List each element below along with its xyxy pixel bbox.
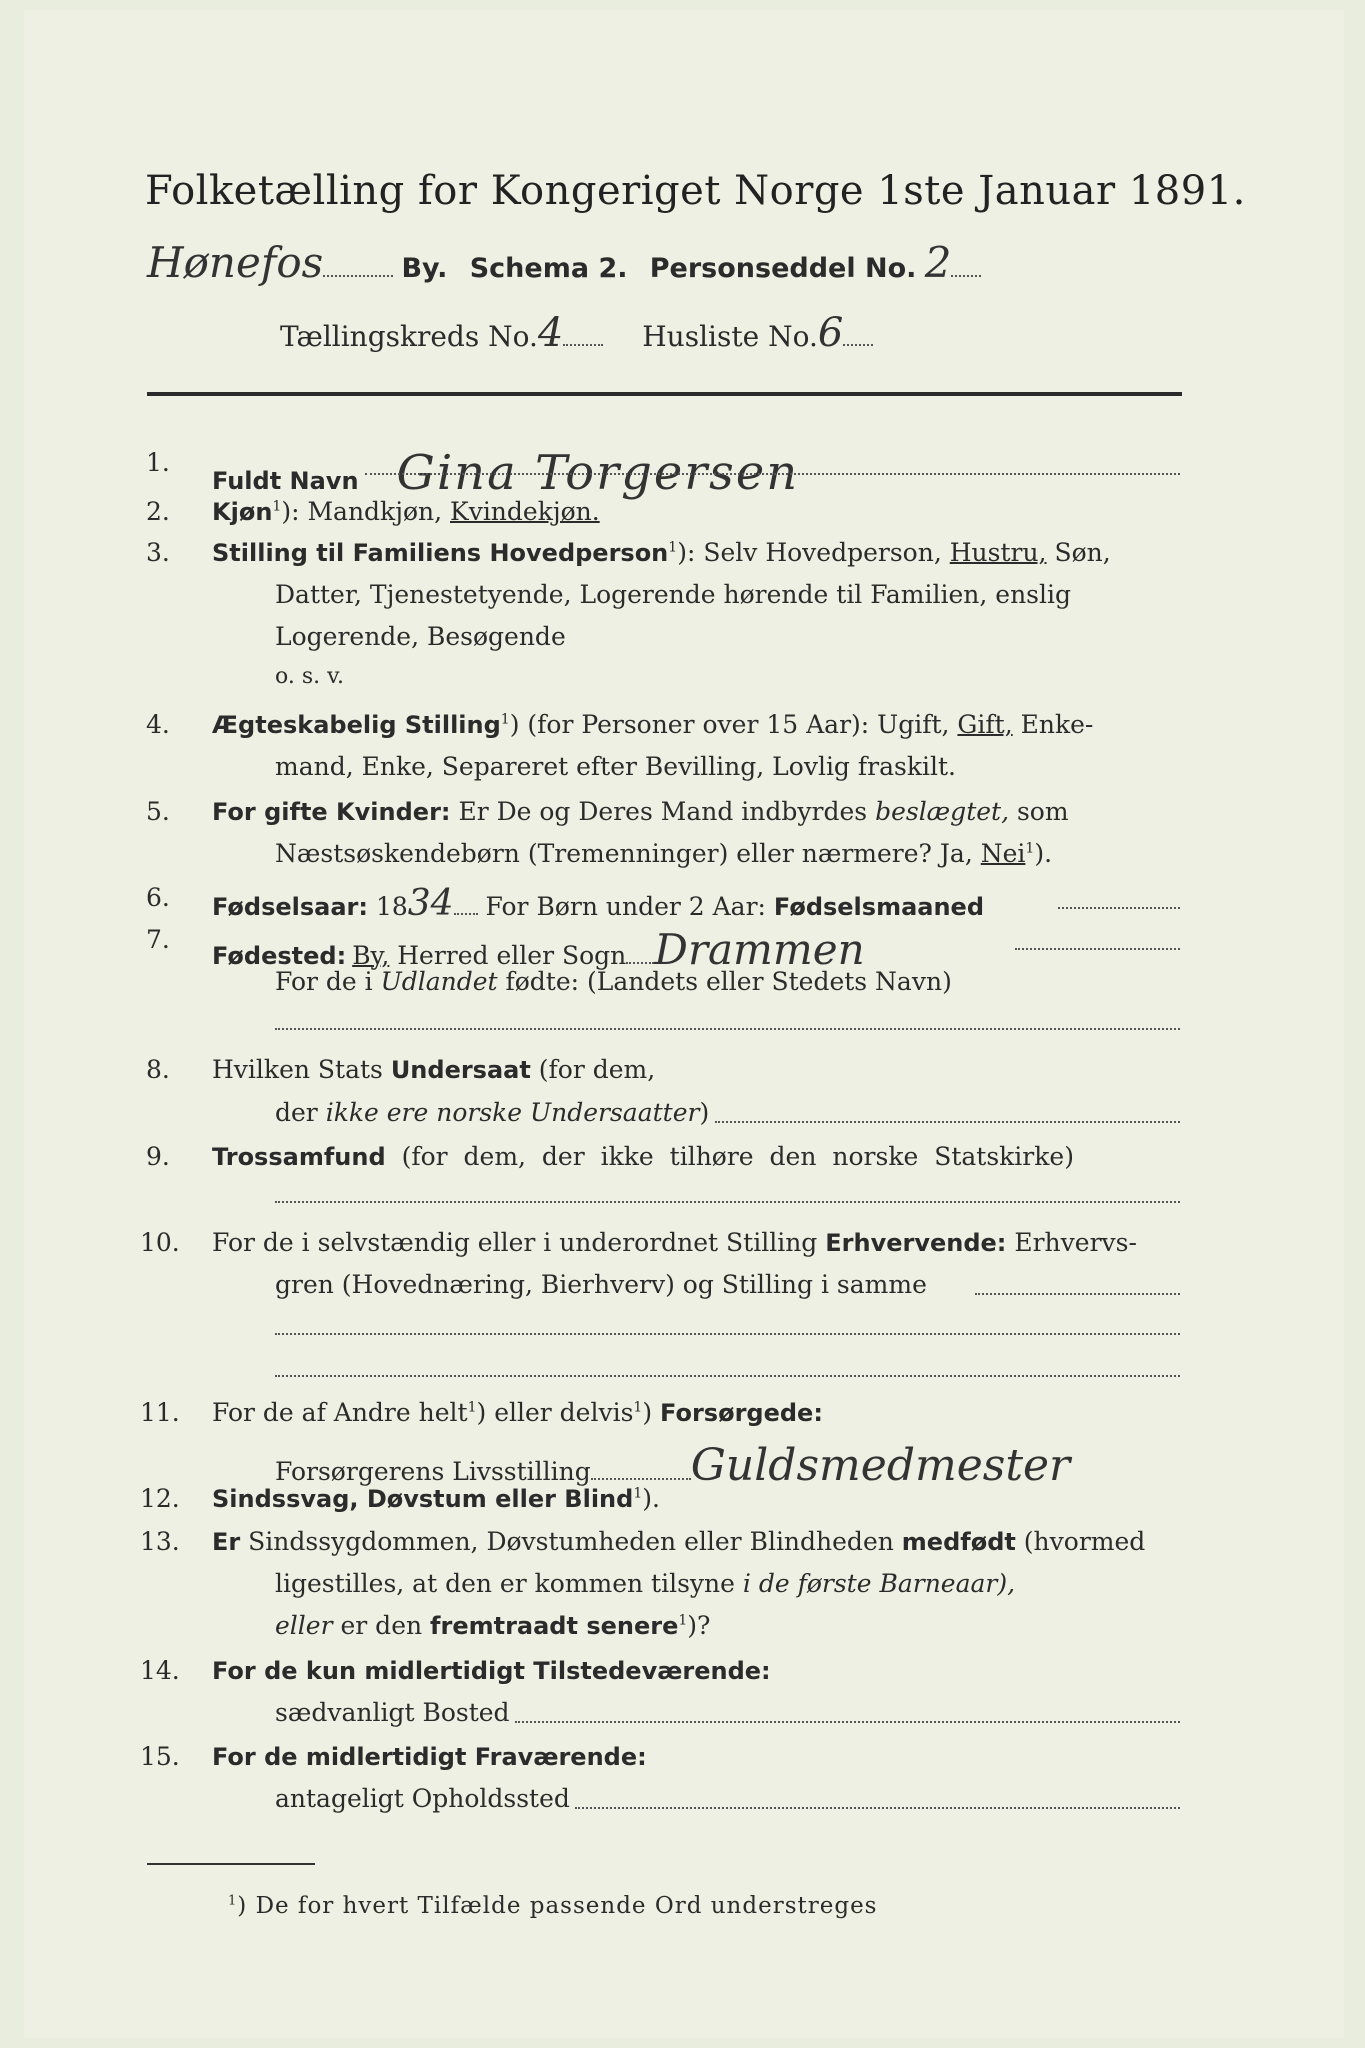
q13-label2: medfødt xyxy=(901,1528,1016,1556)
q6-prefix: 18 xyxy=(368,892,408,921)
q14-row xyxy=(212,1656,771,1685)
q9-text: (for dem, der ikke tilhøre den norske Statskirke) xyxy=(385,1142,1074,1171)
q2-number: 2. xyxy=(146,497,170,526)
q9-row xyxy=(212,1142,1074,1171)
q4-text: ) (for Personer over 15 Aar): Ugift, xyxy=(509,710,958,739)
q6-row xyxy=(212,883,984,924)
q3-line2: Datter, Tjenestetyende, Logerende hørende til Familien, enslig xyxy=(275,580,1072,609)
header-line-kreds xyxy=(280,310,873,356)
q6-text: For Børn under 2 Aar: xyxy=(477,892,774,921)
q15-row xyxy=(212,1742,647,1771)
q11-row: For de af Andre helt$^1$) eller delvis$^1$) Forsørgede: xyxy=(212,1398,823,1427)
q3-label: Stilling til Familiens Hovedperson xyxy=(212,539,669,567)
footnote xyxy=(228,1893,878,1919)
q10-text-b: Erhvervs- xyxy=(1006,1228,1137,1257)
header-line-town xyxy=(147,238,981,287)
q2-row xyxy=(212,497,600,526)
q12-number: 12. xyxy=(140,1484,180,1513)
q3-number: 3. xyxy=(146,538,170,567)
q7-selected-option: By, xyxy=(352,941,390,970)
q15-label: For de midlertidigt Fraværende: xyxy=(212,1743,647,1771)
q9-label: Trossamfund xyxy=(212,1143,386,1171)
q8-line2-italic: ikke ere norske Undersaatter xyxy=(325,1098,700,1127)
q5-line2-text: Næstsøskendebørn (Tremenninger) eller nærmere? Ja, xyxy=(275,839,981,868)
q3-row xyxy=(212,538,1111,567)
form-title: Folketælling for Kongeriget Norge 1ste Januar 1891. xyxy=(145,168,1246,214)
q8-row xyxy=(212,1055,655,1084)
q2-text: ): Mandkjøn, xyxy=(281,497,451,526)
q10-label: Erhvervende: xyxy=(825,1229,1007,1257)
personseddel-label: Personseddel No. xyxy=(649,253,917,284)
q11-line2-text: Forsørgerens Livsstilling xyxy=(275,1457,591,1486)
q14-line2: sædvanligt Bosted xyxy=(275,1698,510,1727)
q8-line2-end: ) xyxy=(699,1098,710,1127)
q8-line2-text: der xyxy=(275,1098,326,1127)
q1-number: 1. xyxy=(146,448,170,477)
q5-italic: beslægtet, xyxy=(875,797,1010,826)
q6-year-handwritten: 34 xyxy=(407,883,454,924)
q11-text-b: ) eller delvis xyxy=(476,1398,634,1427)
q10-line2: gren (Hovednæring, Bierhverv) og Stilling i samme xyxy=(275,1270,927,1299)
q10-text: For de i selvstændig eller i underordnet Stilling xyxy=(212,1228,826,1257)
q10-row xyxy=(212,1228,1137,1257)
q3-text: ): Selv Hovedperson, xyxy=(677,538,950,567)
q5-row xyxy=(212,797,1069,826)
q7-line2-italic: Udlandet xyxy=(380,967,498,996)
q7-label: Fødested: xyxy=(212,942,347,970)
town-handwritten: Hønefos xyxy=(147,238,324,287)
q4-line2: mand, Enke, Separeret efter Bevilling, Lovlig fraskilt. xyxy=(275,752,956,781)
q7-answer-handwritten: Drammen xyxy=(654,925,865,974)
q14-label: For de kun midlertidigt Tilstedeværende: xyxy=(212,1657,771,1685)
q5-selected-option: Nei xyxy=(980,839,1026,868)
q4-selected-option: Gift, xyxy=(957,710,1013,739)
footnote-sup: 1 xyxy=(228,1893,238,1909)
q13-line2-text: ligestilles, at den er kommen tilsyne xyxy=(275,1569,743,1598)
q11-answer-handwritten: Guldsmedmester xyxy=(690,1440,1071,1491)
q13-label: Er xyxy=(212,1528,241,1556)
q12-sup: 1 xyxy=(633,1485,643,1502)
q11-text: For de af Andre helt xyxy=(212,1398,468,1427)
q12-text: ). xyxy=(642,1484,660,1513)
q7-text: Herred eller Sogn xyxy=(389,941,627,970)
q13-line2-italic: i de første Barneaar), xyxy=(742,1569,1016,1598)
q7-line2-end: fødte: (Landets eller Stedets Navn) xyxy=(497,967,952,996)
q1-answer-handwritten: Gina Torgersen xyxy=(396,445,800,501)
q5-line2: Næstsøskendebørn (Tremenninger) eller nærmere? Ja, Nei$^1$). xyxy=(275,839,1053,868)
q2-selected-option: Kvindekjøn. xyxy=(450,497,600,526)
q9-number: 9. xyxy=(146,1142,170,1171)
husliste-label: Husliste No. xyxy=(642,320,818,353)
q11-number: 11. xyxy=(140,1398,180,1427)
q5-text: Er De og Deres Mand indbyrdes xyxy=(450,797,876,826)
q5-text-b: som xyxy=(1009,797,1069,826)
q8-line2 xyxy=(275,1098,709,1127)
q14-number: 14. xyxy=(140,1656,180,1685)
q7-line2-text: For de i xyxy=(275,967,381,996)
q11-label: Forsørgede: xyxy=(660,1399,823,1427)
q4-number: 4. xyxy=(146,710,170,739)
husliste-number: 6 xyxy=(817,310,844,356)
q10-number: 10. xyxy=(140,1228,180,1257)
q5-label: For gifte Kvinder: xyxy=(212,798,451,826)
q13-line2 xyxy=(275,1569,1015,1598)
footnote-text: ) De for hvert Tilfælde passende Ord understreges xyxy=(237,1893,878,1919)
q3-text-b: Søn, xyxy=(1046,538,1111,567)
q2-label: Kjøn xyxy=(212,498,273,526)
q6-number: 6. xyxy=(146,883,170,912)
q13-text: Sindssygdommen, Døvstumheden eller Blindheden xyxy=(240,1527,902,1556)
q15-line2: antageligt Opholdssted xyxy=(275,1784,570,1813)
q6-label: Fødselsaar: xyxy=(212,893,368,921)
q3-line4: o. s. v. xyxy=(275,664,344,689)
schema-label: Schema 2. xyxy=(469,253,628,284)
q3-selected-option: Hustru, xyxy=(949,538,1047,567)
q13-line3-text: er den xyxy=(332,1611,431,1640)
q13-line3-italic: eller xyxy=(275,1611,333,1640)
q8-text: Hvilken Stats xyxy=(212,1055,391,1084)
q6-label2: Fødselsmaaned xyxy=(773,893,985,921)
q3-line3: Logerende, Besøgende xyxy=(275,622,566,651)
q5-number: 5. xyxy=(146,797,170,826)
q4-text-b: Enke- xyxy=(1012,710,1094,739)
personseddel-number: 2 xyxy=(924,238,952,287)
q11-sup: 1 xyxy=(467,1399,477,1416)
q13-line3-bold: fremtraadt senere xyxy=(430,1612,679,1640)
q7-line2 xyxy=(275,967,952,996)
q2-sup: 1 xyxy=(272,498,282,515)
q4-row xyxy=(212,710,1093,739)
q13-number: 13. xyxy=(140,1527,180,1556)
q4-sup: 1 xyxy=(500,711,510,728)
q7-number: 7. xyxy=(146,925,170,954)
q13-row xyxy=(212,1527,1145,1556)
header-rule xyxy=(147,392,1182,396)
q15-number: 15. xyxy=(140,1742,180,1771)
q12-row xyxy=(212,1484,660,1513)
q4-label: Ægteskabelig Stilling xyxy=(212,711,501,739)
q8-label: Undersaat xyxy=(390,1056,531,1084)
q13-line3-end: )? xyxy=(687,1611,711,1640)
taellingskreds-number: 4 xyxy=(537,310,564,356)
q1-label: Fuldt Navn xyxy=(212,467,359,495)
q12-label: Sindssvag, Døvstum eller Blind xyxy=(212,1485,634,1513)
footnote-rule xyxy=(147,1863,315,1865)
q3-sup: 1 xyxy=(668,539,678,556)
q5-line2-end: ). xyxy=(1034,839,1053,868)
by-label: By. xyxy=(401,253,448,284)
q13-line3: eller er den fremtraadt senere$^1$)? xyxy=(275,1611,711,1640)
taellingskreds-label: Tællingskreds No. xyxy=(280,320,538,353)
q8-number: 8. xyxy=(146,1055,170,1084)
q8-text-b: (for dem, xyxy=(530,1055,656,1084)
q13-text-b: (hvormed xyxy=(1015,1527,1146,1556)
q11-text-c: ) xyxy=(642,1398,661,1427)
